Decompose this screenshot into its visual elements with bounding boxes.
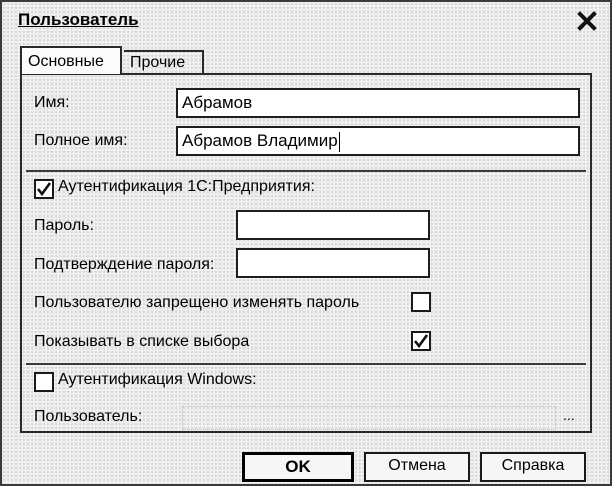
full-name-label: Полное имя: [34,132,128,149]
forbid-change-label: Пользователю запрещено изменять пароль [34,294,360,311]
tab-other[interactable]: Прочие [124,50,204,74]
cancel-button[interactable]: Отмена [364,452,470,482]
select-user-button[interactable]: ... [563,407,575,423]
full-name-input[interactable] [176,126,580,156]
checkmark-icon [413,333,429,349]
ok-button[interactable]: OK [242,452,354,482]
window-title: Пользователь [18,10,139,29]
tab-main[interactable]: Основные [20,46,122,74]
name-label: Имя: [34,94,70,111]
auth-windows-checkbox[interactable] [34,372,54,392]
password-input[interactable] [236,210,430,240]
forbid-change-checkbox[interactable] [411,292,431,312]
title-bar[interactable] [2,2,610,40]
separator-top [26,170,586,172]
auth-windows-label: Аутентификация Windows: [58,371,257,388]
confirm-password-label: Подтверждение пароля: [34,256,215,273]
show-in-list-checkbox[interactable] [411,331,431,351]
windows-user-input[interactable] [182,406,556,430]
windows-user-label: Пользователь: [34,408,143,425]
confirm-password-input[interactable] [236,248,430,278]
full-name-value: Абрамов Владимир [182,131,338,150]
checkmark-icon [36,181,52,197]
name-input[interactable]: Абрамов [176,88,580,118]
close-icon[interactable] [574,8,600,34]
text-caret [339,132,340,152]
password-label: Пароль: [34,217,94,234]
auth-1c-checkbox[interactable] [34,179,54,199]
separator-bottom [26,363,586,365]
help-button[interactable]: Справка [480,452,586,482]
auth-1c-label: Аутентификация 1С:Предприятия: [58,178,315,195]
show-in-list-label: Показывать в списке выбора [34,333,250,350]
